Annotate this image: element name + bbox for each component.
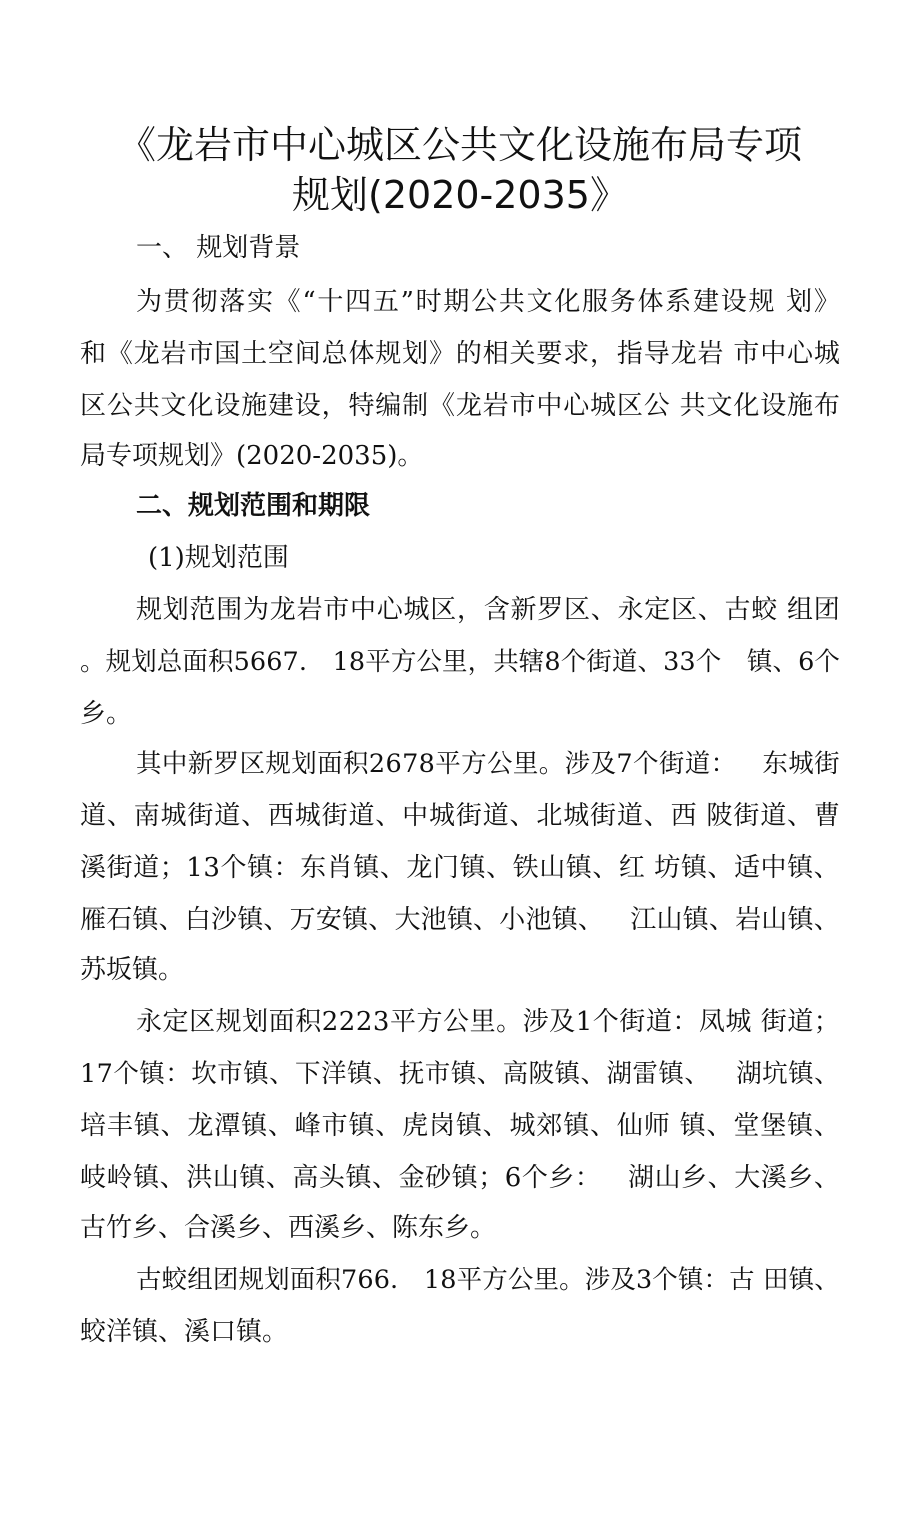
document-title-line-1: 《龙岩市中心城区公共文化设施布局专项 [117, 123, 802, 167]
paragraph-line: 雁 石 镇 、 白 沙 镇 、 万 安 镇 、 大 池 镇 、 小 池 镇 、 江 山 镇 、 岩 山 镇 、 [80, 905, 840, 935]
paragraph-line: 古 蛟 组 团 规 划 面 积 7 6 6 . 1 8 平 方 公 里 。 涉 及 3 个 镇 ： 古 田 镇 、 [136, 1265, 840, 1295]
section-heading-scope: 二、规划范围和期限 [136, 491, 371, 521]
paragraph-line: 区 公 共 文 化 设 施 建 设 ， 特 编 制 《 龙 岩 市 中 心 城 区 公 共 文 化 设 施 布 [80, 391, 840, 421]
paragraph-line: 永 定 区 规 划 面 积 2 2 2 3 平 方 公 里 。 涉 及 1 个 街 道 ： 凤 城 街 道 ； [136, 1007, 840, 1037]
paragraph-line: 岐 岭 镇 、 洪 山 镇 、 高 头 镇 、 金 砂 镇 ； 6 个 乡 ： 湖 山 乡 、 大 溪 乡 、 [80, 1163, 840, 1193]
paragraph-line: 其 中 新 罗 区 规 划 面 积 2 6 7 8 平 方 公 里 。 涉 及 7 个 街 道 ： 东 城 街 [136, 749, 840, 779]
paragraph-line: 1 7 个 镇 ： 坎 市 镇 、 下 洋 镇 、 抚 市 镇 、 高 陂 镇 、 湖 雷 镇 、 湖 坑 镇 、 [80, 1059, 840, 1089]
paragraph-line: 古竹乡、合溪乡、西溪乡、陈东乡。 [80, 1213, 497, 1243]
paragraph-line: 。 规 划 总 面 积 5 6 6 7 . 1 8 平 方 公 里 ， 共 辖 8 个 街 道 、 3 3 个 镇 、 6 个 [80, 647, 840, 677]
paragraph-line: 和 《 龙 岩 市 国 土 空 间 总 体 规 划 》 的 相 关 要 求 ， 指 导 龙 岩 市 中 心 城 [80, 339, 840, 369]
paragraph-line: 苏坂镇。 [80, 955, 185, 985]
paragraph-line: 局专项规划》(2020-2035)。 [80, 441, 424, 471]
paragraph-line: 为 贯 彻 落 实 《 “ 十 四 五 ” 时 期 公 共 文 化 服 务 体 系 建 设 规 划 》 [136, 287, 840, 317]
document-title-line-2: 规划(2020-2035》 [292, 173, 628, 217]
paragraph-line: 蛟洋镇、溪口镇。 [80, 1317, 289, 1347]
paragraph-line: 规 划 范 围 为 龙 岩 市 中 心 城 区 ， 含 新 罗 区 、 永 定 区 、 古 蛟 组 团 [136, 595, 840, 625]
paragraph-line: 培 丰 镇 、 龙 潭 镇 、 峰 市 镇 、 虎 岗 镇 、 城 郊 镇 、 仙 师 镇 、 堂 堡 镇 、 [80, 1111, 840, 1141]
paragraph-line: 溪 街 道 ； 1 3 个 镇 ： 东 肖 镇 、 龙 门 镇 、 铁 山 镇 、 红 坊 镇 、 适 中 镇 、 [80, 853, 840, 883]
section-heading-background: 一、 规划背景 [136, 233, 301, 263]
paragraph-line: 道 、 南 城 街 道 、 西 城 街 道 、 中 城 街 道 、 北 城 街 道 、 西 陂 街 道 、 曹 [80, 801, 840, 831]
subsection-heading-scope: (1)规划范围 [148, 543, 289, 573]
paragraph-line: 乡。 [80, 699, 133, 729]
